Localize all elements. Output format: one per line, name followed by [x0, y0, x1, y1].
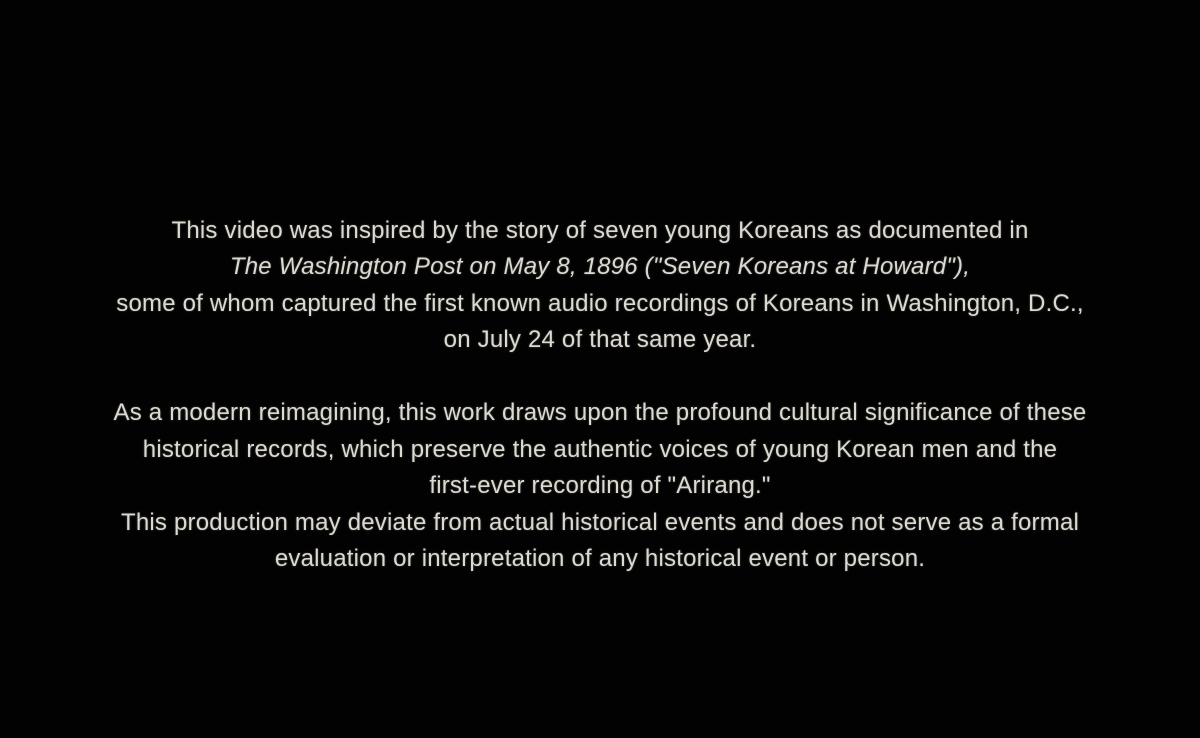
- disclaimer-line-2-citation: The Washington Post on May 8, 1896 ("Seven Koreans at Howard"),: [229, 253, 971, 280]
- disclaimer-line-5: As a modern reimagining, this work draws upon the profound cultural significance of these: [113, 399, 1087, 426]
- disclaimer-line-6: historical records, which preserve the authentic voices of young Korean men and the: [142, 435, 1058, 463]
- disclaimer-line-7: first-ever recording of "Arirang.": [429, 472, 771, 499]
- disclaimer-line-9: evaluation or interpretation of any historical event or person.: [274, 545, 926, 572]
- disclaimer-line-4: on July 24 of that same year.: [443, 326, 757, 353]
- disclaimer-paragraph-1: [114, 213, 1087, 359]
- disclaimer-line-1: This video was inspired by the story of seven young Koreans as documented in: [171, 216, 1029, 244]
- disclaimer-text-block: [114, 213, 1087, 578]
- disclaimer-paragraph-2: [114, 395, 1087, 578]
- disclaimer-line-3: some of whom captured the first known audio recordings of Koreans in Washington, D.C.,: [116, 289, 1084, 317]
- disclaimer-line-8: This production may deviate from actual historical events and does not serve as a formal: [120, 508, 1080, 536]
